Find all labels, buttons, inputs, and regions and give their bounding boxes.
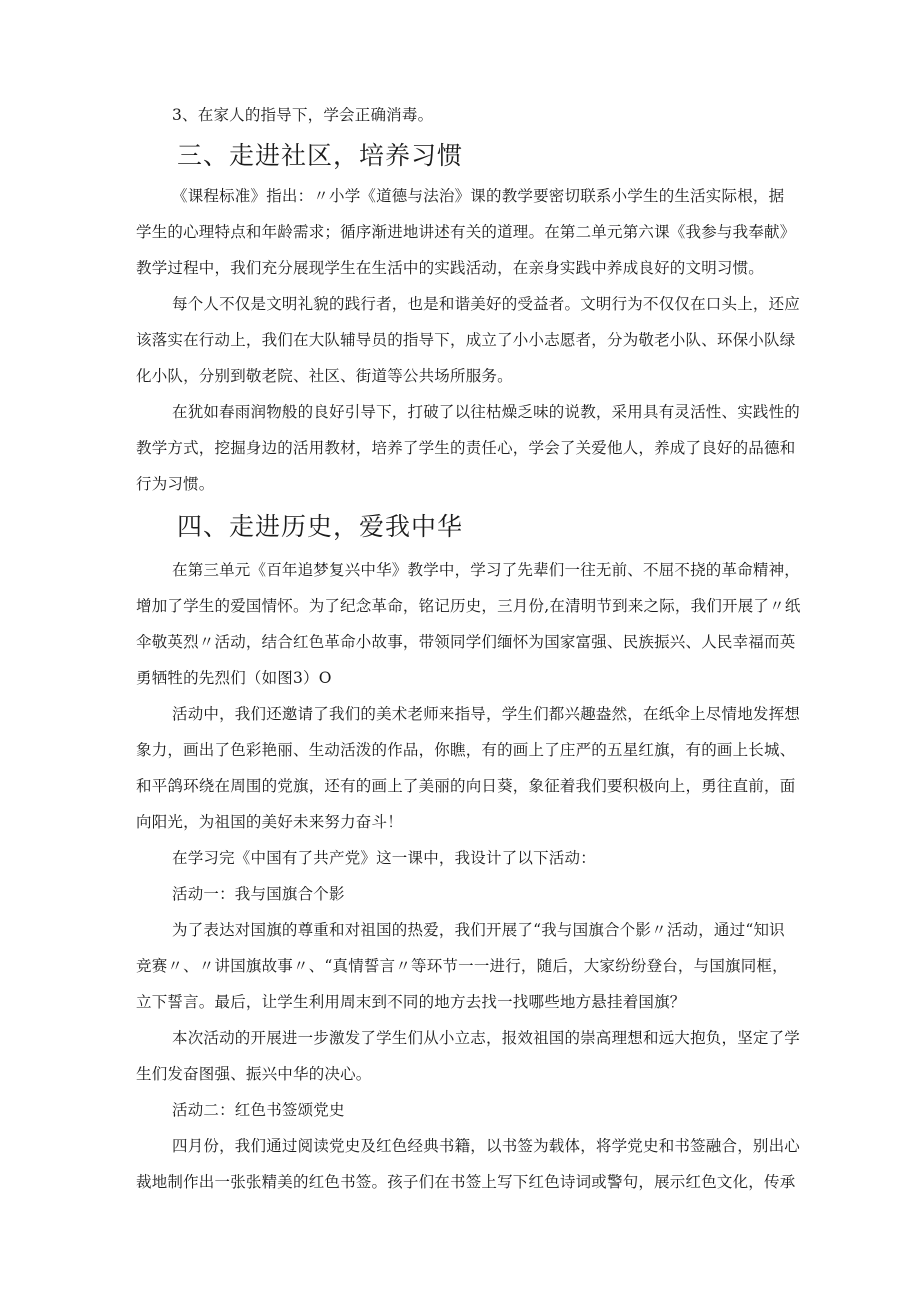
section-heading: 四、走进历史，爱我中华 xyxy=(177,512,464,541)
paragraph-line: 本次活动的开展进一步激发了学生们从小立志，报效祖国的崇高理想和远大抱负，坚定了学 xyxy=(172,1029,801,1047)
paragraph-line: 四月份，我们通过阅读党史及红色经典书籍，以书签为载体，将学党史和书签融合，别出心 xyxy=(172,1137,801,1155)
paragraph-line: 伞敬英烈〃活动，结合红色革命小故事，带领同学们缅怀为国家富强、民族振兴、人民幸福而英 xyxy=(136,633,796,651)
paragraph-line: 增加了学生的爱国情怀。为了纪念革命，铭记历史，三月份,在清明节到来之际，我们开展了〃纸 xyxy=(136,597,801,615)
paragraph-line: 在第三单元《百年追梦复兴中华》教学中，学习了先辈们一往无前、不屈不挠的革命精神， xyxy=(172,561,801,579)
paragraph-line: 生们发奋图强、振兴中华的决心。 xyxy=(136,1065,372,1083)
paragraph-line: 为了表达对国旗的尊重和对祖国的热爱，我们开展了“我与国旗合个影〃活动，通过“知识 xyxy=(172,921,785,939)
paragraph-line: 在学习完《中国有了共产党》这一课中，我设计了以下活动： xyxy=(172,849,596,867)
paragraph-line: 教学方式，挖掘身边的活用教材，培养了学生的责任心，学会了关爱他人，养成了良好的品德和 xyxy=(136,439,796,457)
paragraph-line: 活动中，我们还邀请了我们的美术老师来指导，学生们都兴趣盎然，在纸伞上尽情地发挥想 xyxy=(172,705,801,723)
paragraph-line: 在犹如春雨润物般的良好引导下，打破了以往枯燥乏味的说教，采用具有灵活性、实践性的 xyxy=(172,403,801,421)
paragraph-line: 该落实在行动上，我们在大队辅导员的指导下，成立了小小志愿者，分为敬老小队、环保小队绿 xyxy=(136,331,796,349)
paragraph-line: 立下誓言。最后，让学生利用周末到不同的地方去找一找哪些地方悬挂着国旗？ xyxy=(136,993,686,1011)
paragraph-line: 向阳光，为祖国的美好未来努力奋斗！ xyxy=(136,813,403,831)
section-heading: 三、走进社区，培养习惯 xyxy=(177,141,464,170)
paragraph-line: 每个人不仅是文明礼貌的践行者，也是和谐美好的受益者。文明行为不仅仅在口头上，还应 xyxy=(172,295,801,313)
paragraph-line: 行为习惯。 xyxy=(136,475,215,493)
paragraph-line: 教学过程中，我们充分展现学生在生活中的实践活动，在亲身实践中养成良好的文明习惯。 xyxy=(136,259,765,277)
paragraph-line: 象力，画出了色彩艳丽、生动活泼的作品，你瞧，有的画上了庄严的五星红旗，有的画上长城、 xyxy=(136,741,796,759)
paragraph-line: 和平鸽环绕在周围的党旗，还有的画上了美丽的向日葵，象征着我们要积极向上，勇往直前，面 xyxy=(136,777,796,795)
activity-title: 活动二：红色书签颂党史 xyxy=(172,1101,345,1119)
paragraph-line: 裁地制作出一张张精美的红色书签。孩子们在书签上写下红色诗词或警句，展示红色文化，传承 xyxy=(136,1173,796,1191)
paragraph-line: 化小队，分别到敬老院、社区、街道等公共场所服务。 xyxy=(136,367,513,385)
paragraph-line: 竞赛〃、〃讲国旗故事〃、“真情誓言〃等环节一一进行，随后，大家纷纷登台，与国旗同框， xyxy=(136,957,788,975)
paragraph-line: 勇牺牲的先烈们（如图3）O xyxy=(136,669,332,687)
paragraph-line: 学生的心理特点和年龄需求；循序渐进地讲述有关的道理。在第二单元第六课《我参与我奉献》 xyxy=(136,223,796,241)
list-item: 3、在家人的指导下，学会正确消毒。 xyxy=(172,106,434,124)
paragraph-line: 《课程标准》指出：〃小学《道德与法治》课的教学要密切联系小学生的生活实际根，据 xyxy=(172,187,785,205)
activity-title: 活动一：我与国旗合个影 xyxy=(172,885,345,903)
